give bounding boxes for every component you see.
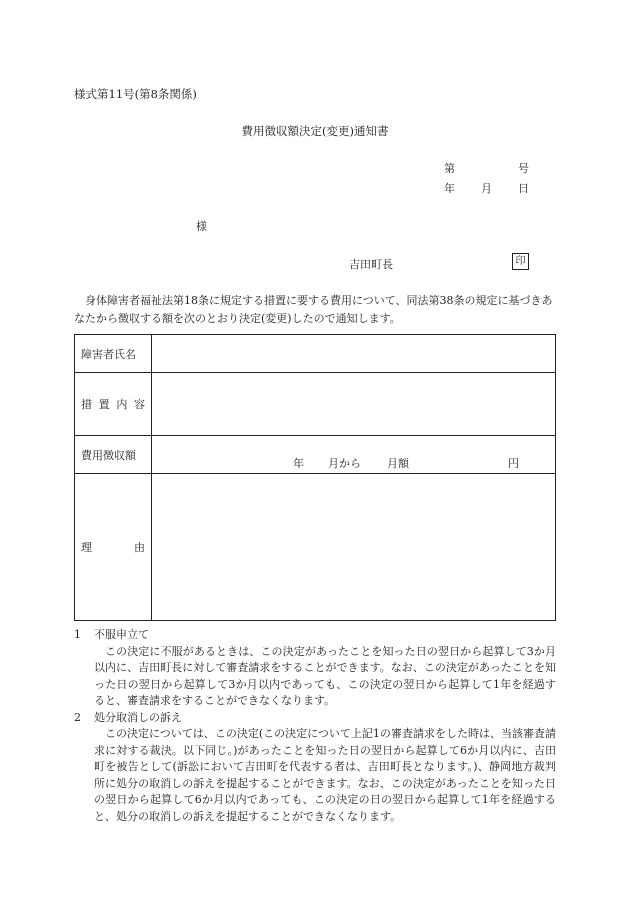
note-number: 2 <box>74 710 81 724</box>
note-body: この決定に不服があるときは、この決定があったことを知った日の翌日から起算して3か月以内に、吉田町長に対して審査請求をすることができます。なお、この決定があったことを知った日の翌日から起算して3か月以内であっても、この決定の翌日から起算して1年を経過すると、審査請求をすることができなくなります。 <box>94 644 556 707</box>
note-number: 1 <box>74 628 81 641</box>
measure-label <box>75 373 152 436</box>
sender-name: 吉田町長 <box>349 258 393 271</box>
table-row <box>75 436 556 474</box>
note-item <box>74 627 556 710</box>
date-year: 年 <box>444 182 455 195</box>
measure-label-char: 容 <box>133 398 145 411</box>
note-title: 不服申立て <box>94 628 149 641</box>
fee-value-cell <box>152 436 556 474</box>
document-number <box>444 160 529 176</box>
number-label: 第 <box>444 162 455 175</box>
notes-section <box>74 627 556 825</box>
document-date <box>444 180 529 196</box>
fee-from: 月から <box>328 456 361 470</box>
note-title: 処分取消しの訴え <box>94 710 182 724</box>
table-row <box>75 474 556 621</box>
table-row <box>75 335 556 373</box>
seal-mark: 印 <box>512 253 529 270</box>
reason-label-1: 理 <box>81 541 92 554</box>
intro-paragraph: 身体障害者福祉法第18条に規定する措置に要する費用について、同法第38条の規定に基づきあなたから徴収する額を次のとおり決定(変更)したので通知します。 <box>74 294 553 325</box>
fee-monthly: 月額 <box>387 456 409 470</box>
document-title: 費用徴収額決定(変更)通知書 <box>241 124 389 138</box>
note-item <box>74 710 556 826</box>
form-code: 様式第11号(第8条関係) <box>74 87 197 101</box>
date-day: 日 <box>518 182 529 195</box>
fee-year: 年 <box>293 456 304 470</box>
measure-label-char: 置 <box>98 398 110 411</box>
measure-value-cell <box>152 373 556 436</box>
number-suffix: 号 <box>518 162 529 175</box>
name-value-cell <box>152 335 556 373</box>
name-label: 障害者氏名 <box>75 335 152 373</box>
reason-value-cell <box>152 474 556 621</box>
reason-label <box>75 474 152 621</box>
table-row <box>75 373 556 436</box>
addressee-suffix: 様 <box>196 220 207 233</box>
fee-label: 費用徴収額 <box>75 436 152 474</box>
info-table <box>74 334 556 621</box>
note-body: この決定については、この決定(この決定について上記1の審査請求をした時は、当該審査請求に対する裁決。以下同じ。)があったことを知った日の翌日から起算して6か月以内に、吉田町を被告として(訴訟において吉田町を代表する者は、吉田町長となります。)、静岡地方裁判所に処分の取消しの訴えを提起することができます。なお、この決定があったことを知った日の翌日から起算して6か月以内であっても、この決定の日の翌日から起算して1年を経過すると、処分の取消しの訴えを提起することができなくなります。 <box>94 727 556 823</box>
measure-label-char: 措 <box>81 398 92 411</box>
date-month: 月 <box>481 182 492 195</box>
reason-label-2: 由 <box>134 541 145 554</box>
measure-label-char: 内 <box>116 398 128 411</box>
fee-yen: 円 <box>508 456 519 470</box>
